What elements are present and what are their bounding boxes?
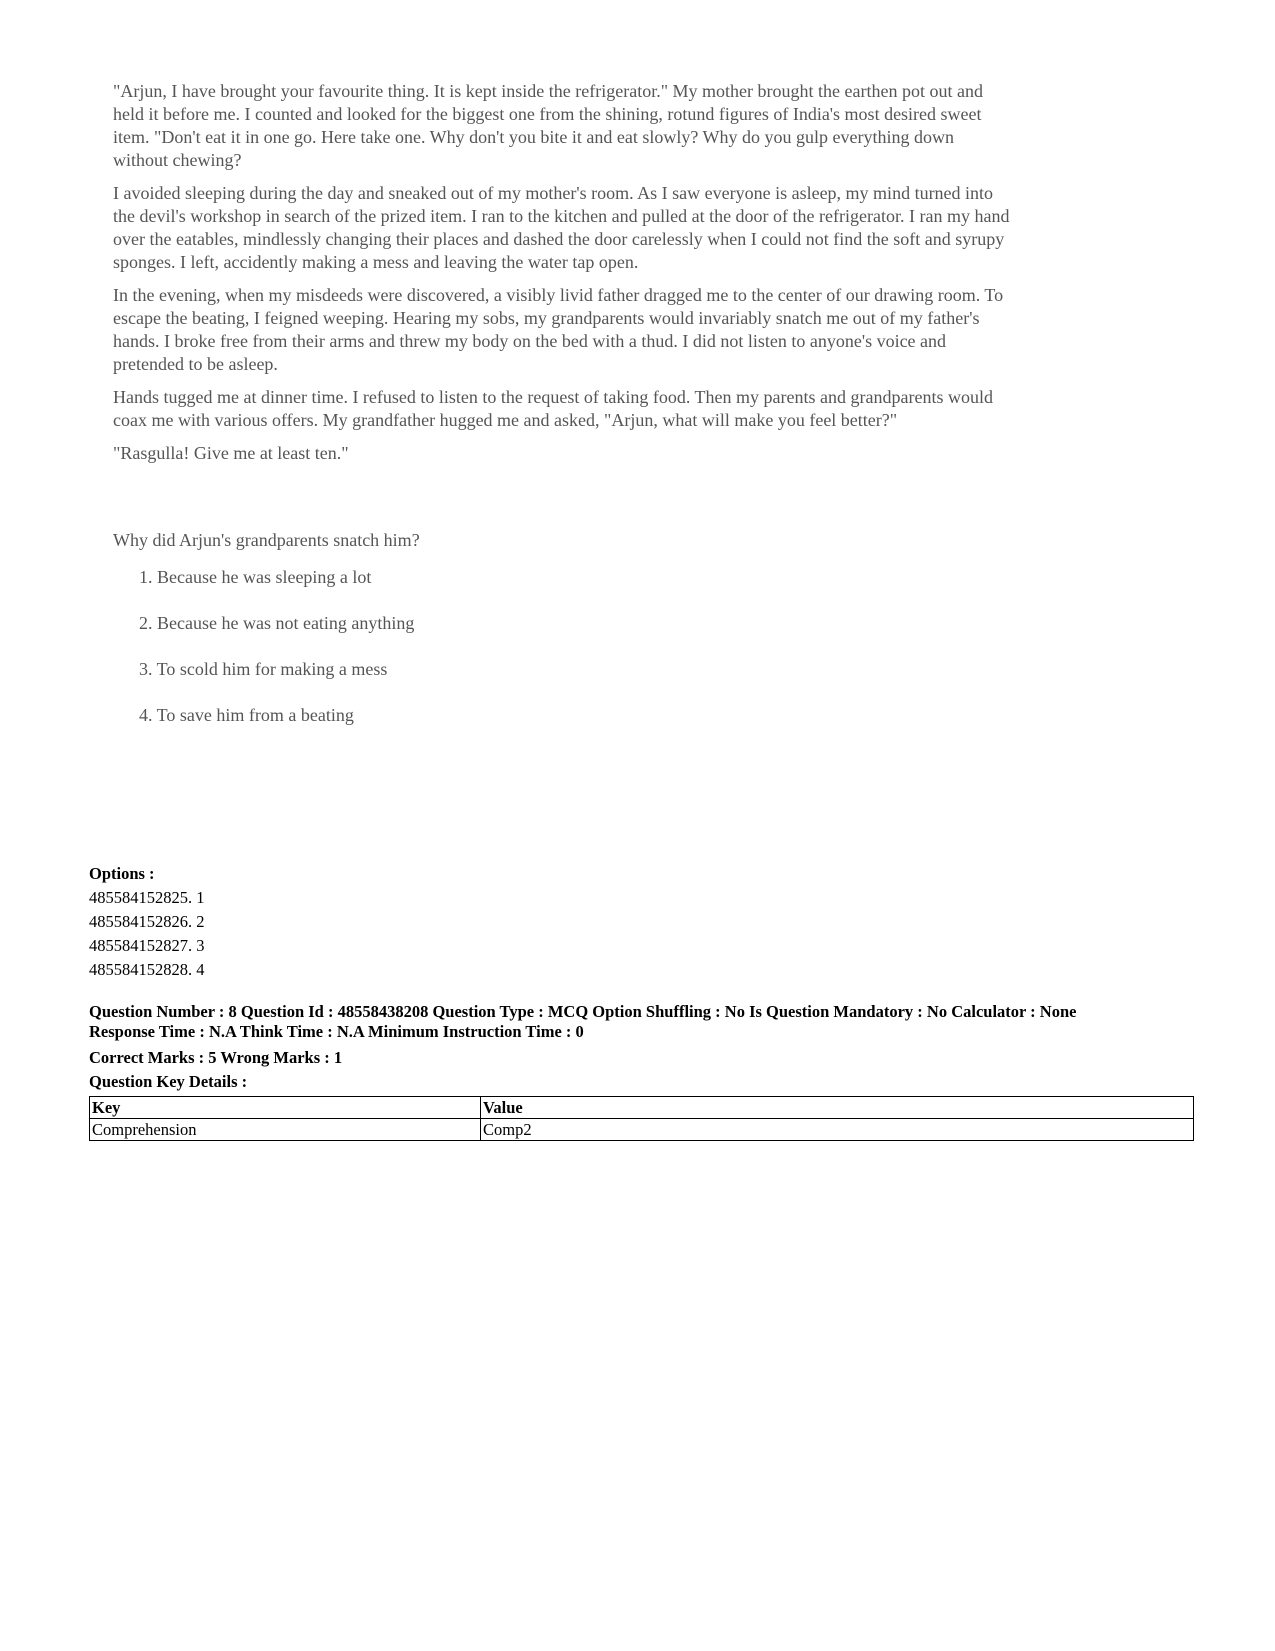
key-details-heading: Question Key Details : (89, 1072, 248, 1091)
option-item: 485584152828. 4 (89, 960, 205, 979)
table-header-key: Key (90, 1097, 481, 1119)
passage-paragraph: "Rasgulla! Give me at least ten." (113, 443, 349, 463)
option-item: 485584152825. 1 (89, 888, 205, 907)
table-header-value: Value (481, 1097, 1194, 1119)
marks-line: Correct Marks : 5 Wrong Marks : 1 (89, 1048, 343, 1067)
option-item: 485584152826. 2 (89, 912, 205, 931)
choice-item: 2. Because he was not eating anything (139, 613, 415, 633)
question-info-line: Response Time : N.A Think Time : N.A Minimum Instruction Time : 0 (89, 1022, 584, 1041)
table-cell-value: Comp2 (481, 1119, 1194, 1141)
option-item: 485584152827. 3 (89, 936, 205, 955)
question-info (89, 1002, 1194, 1042)
passage-paragraph: I avoided sleeping during the day and sneaked out of my mother's room. As I saw everyone is asleep, my mind turned into the devil's workshop in search of the prized item. I ran to the kitchen and pulled at the door of the refrigerator. I ran my hand over the eatables, mindlessly changing their places and dashed the door carelessly when I could not find the soft and syrupy sponges. I left, accidently making a mess and leaving the water tap open. (113, 183, 1010, 272)
choice-item: 3. To scold him for making a mess (139, 659, 388, 679)
choice-list (113, 566, 1013, 728)
options-list (89, 886, 1194, 982)
question-text: Why did Arjun's grandparents snatch him? (113, 530, 420, 550)
options-heading: Options : (89, 864, 155, 883)
table-header-row (90, 1097, 1194, 1119)
passage-paragraph: "Arjun, I have brought your favourite thing. It is kept inside the refrigerator." My mother brought the earthen pot out and held it before me. I counted and looked for the biggest one from the shining, rotund figures of India's most desired sweet item. "Don't eat it in one go. Here take one. Why don't you bite it and eat slowly? Why do you gulp everything down without chewing? (113, 81, 983, 170)
table-row (90, 1119, 1194, 1141)
table-cell-key: Comprehension (90, 1119, 481, 1141)
question-meta (89, 862, 1194, 1141)
passage-image (113, 80, 1013, 750)
choice-item: 1. Because he was sleeping a lot (139, 567, 372, 587)
passage-paragraph: Hands tugged me at dinner time. I refused to listen to the request of taking food. Then my parents and grandparents would coax me with various offers. My grandfather hugged me and asked, "Arjun, what will make you feel better?" (113, 387, 993, 430)
key-details-table (89, 1096, 1194, 1141)
passage-paragraph: In the evening, when my misdeeds were discovered, a visibly livid father dragged me to the center of our drawing room. To escape the beating, I feigned weeping. Hearing my sobs, my grandparents would invariably snatch me out of my father's hands. I broke free from their arms and threw my body on the bed with a thud. I did not listen to anyone's voice and pretended to be asleep. (113, 285, 1004, 374)
question-info-line: Question Number : 8 Question Id : 48558438208 Question Type : MCQ Option Shuffling : No Is Question Mandatory : No Calculator : None (89, 1002, 1077, 1021)
choice-item: 4. To save him from a beating (139, 705, 354, 725)
